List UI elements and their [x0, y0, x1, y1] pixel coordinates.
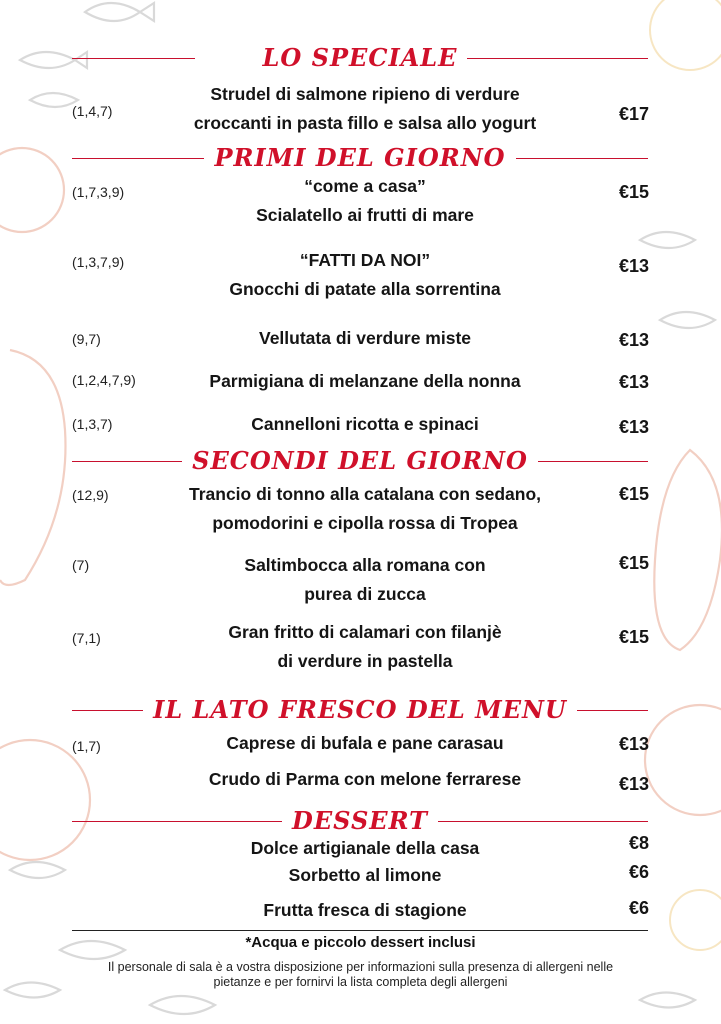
dish-name	[160, 172, 570, 230]
allergen-codes: (1,2,4,7,9)	[72, 372, 136, 388]
dish-price: €15	[618, 484, 649, 504]
fish-sketch-icon	[150, 996, 215, 1014]
section-header	[72, 446, 648, 476]
dish-name	[160, 410, 570, 439]
dish-price: €15	[618, 182, 649, 202]
dish-price: €6	[628, 898, 649, 918]
dish-price: €13	[618, 734, 649, 754]
lemon-slice-icon	[0, 740, 90, 860]
dish-price: €13	[618, 774, 649, 794]
dish-price: €15	[618, 553, 649, 573]
allergen-codes: (12,9)	[72, 487, 109, 503]
dish-price: €17	[618, 104, 649, 124]
section-title: LO SPECIALE	[253, 43, 468, 72]
dish-name	[160, 729, 570, 758]
tomato-slice-icon	[645, 705, 721, 815]
allergen-codes: (7)	[72, 557, 90, 573]
allergen-codes: (1,3,7)	[72, 416, 113, 432]
dish-name	[160, 480, 570, 538]
section-header	[72, 43, 648, 73]
dish-name	[160, 367, 570, 396]
dish-name	[160, 834, 570, 863]
dish-line: Parmigiana di melanzane della nonna	[209, 371, 521, 391]
dish-line: Vellutata di verdure miste	[258, 328, 472, 348]
dish-price: €6	[628, 862, 649, 882]
dish-price: €13	[618, 256, 649, 276]
dish-price: €8	[628, 833, 649, 853]
dish-line: Sorbetto al limone	[288, 865, 442, 885]
fish-sketch-icon	[660, 312, 715, 328]
dish-name	[160, 324, 570, 353]
dish-name	[160, 246, 570, 304]
footer-divider	[72, 930, 648, 931]
dish-line: Gran fritto di calamari con filanjè	[228, 622, 502, 642]
section-title: SECONDI DEL GIORNO	[182, 446, 538, 475]
dish-line: di verdure in pastella	[277, 651, 453, 671]
allergen-codes: (1,4,7)	[72, 103, 113, 119]
fish-sketch-icon	[30, 93, 78, 107]
dish-name	[160, 765, 570, 794]
allergen-codes: (7,1)	[72, 630, 101, 646]
dish-line: Gnocchi di patate alla sorrentina	[229, 279, 501, 299]
pepper-sketch-icon	[0, 350, 66, 585]
dish-line: Trancio di tonno alla catalana con sedano,	[188, 484, 542, 504]
dish-price: €13	[618, 330, 649, 350]
dish-name	[160, 896, 570, 925]
lemon-sketch-icon	[650, 0, 721, 70]
fish-sketch-icon	[5, 983, 60, 998]
tomato-sketch-icon	[0, 148, 64, 232]
allergen-codes: (1,7,3,9)	[72, 184, 125, 200]
dish-line: Saltimbocca alla romana con	[244, 555, 486, 575]
fish-sketch-icon	[85, 3, 154, 21]
dish-line: Dolce artigianale della casa	[250, 838, 480, 858]
fish-sketch-icon	[640, 993, 695, 1008]
dish-line: Scialatello ai frutti di mare	[256, 205, 474, 225]
dish-line: croccanti in pasta fillo e salsa allo yogurt	[193, 113, 537, 133]
fish-sketch-icon	[10, 862, 65, 878]
dish-line: Crudo di Parma con melone ferrarese	[208, 769, 522, 789]
section-header	[72, 806, 648, 836]
dish-line: Cannelloni ricotta e spinaci	[251, 414, 479, 434]
section-title: IL LATO FRESCO DEL MENU	[143, 695, 577, 724]
allergen-codes: (1,3,7,9)	[72, 254, 125, 270]
dish-line: pomodorini e cipolla rossa di Tropea	[212, 513, 518, 533]
included-note: *Acqua e piccolo dessert inclusi	[245, 934, 476, 951]
dish-line: Frutta fresca di stagione	[263, 900, 467, 920]
dish-price: €15	[618, 627, 649, 647]
dish-name	[160, 80, 570, 138]
dish-price: €13	[618, 417, 649, 437]
dish-line: “FATTI DA NOI”	[299, 250, 431, 270]
allergen-disclaimer: Il personale di sala è a vostra disposizione per informazioni sulla presenza di allergeni nelle pietanze e per fornirvi la lista completa degli allergeni	[107, 960, 614, 989]
dish-line: purea di zucca	[304, 584, 426, 604]
dish-name	[160, 618, 570, 676]
section-title: DESSERT	[282, 806, 438, 835]
dish-line: Caprese di bufala e pane carasau	[226, 733, 504, 753]
section-header	[72, 695, 648, 725]
dish-line: “come a casa”	[304, 176, 426, 196]
section-title: PRIMI DEL GIORNO	[204, 143, 515, 172]
allergen-codes: (1,7)	[72, 738, 101, 754]
fish-sketch-icon	[640, 232, 695, 248]
dish-name	[160, 551, 570, 609]
dish-line: Strudel di salmone ripieno di verdure	[210, 84, 520, 104]
pepper-sketch-icon	[654, 450, 721, 650]
dish-name	[160, 861, 570, 890]
dish-price: €13	[618, 372, 649, 392]
section-header	[72, 143, 648, 173]
allergen-codes: (9,7)	[72, 331, 101, 347]
